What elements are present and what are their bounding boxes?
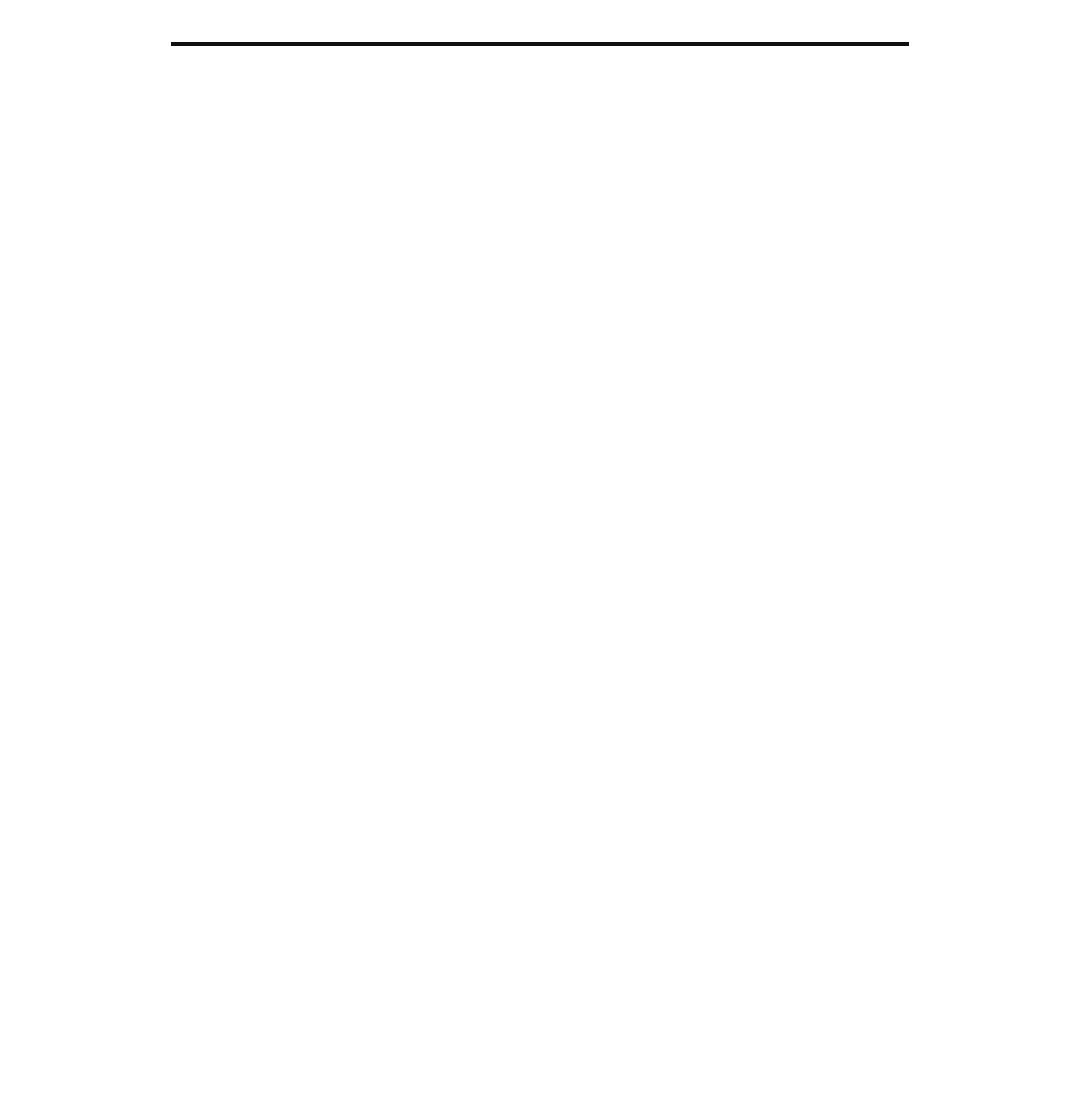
main-heading — [171, 58, 909, 90]
page — [171, 18, 909, 94]
running-header — [171, 18, 909, 46]
